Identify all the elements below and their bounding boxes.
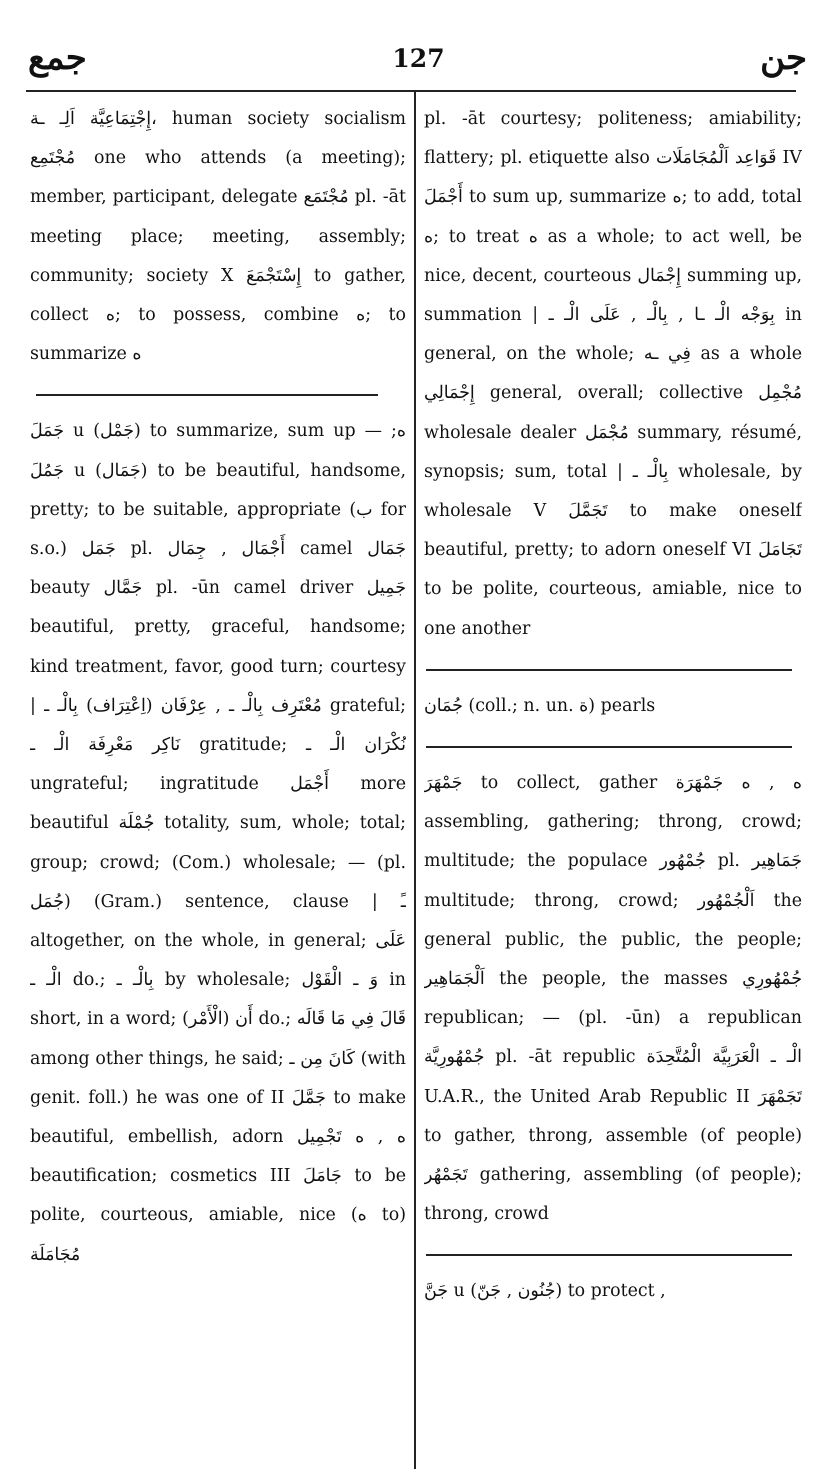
entry-separator xyxy=(426,746,792,748)
entry-juman: جُمَان (coll.; n. un. ة) pearls xyxy=(424,695,656,716)
entry-janna: جَنَّ u (جُنُون , جَنّ) to protect , xyxy=(424,1281,666,1302)
entry-jamala: جَمَلَ u (جَمْل) to summarize, sum up ه; — جَمُلَ u (جَمَال) to be beautiful, handsome, pretty; to be suitable, appropriate (ب for s.o.) جَمَل pl. أَجْمَال , جِمَال camel جَمَال beauty جَمَّال pl. -ūn camel driver جَمِيل beautiful, pretty, graceful, handsome; kind treatment, favor, good turn; courtesy | مُعْتَرِف بِالْـ ـ , عِرْفَان (اِعْتِرَاف) بِالْـ ـ grateful; نَاكِر مَعْرِفَة الْـ ـ gratitude; نُكْرَان الْـ ـ ungrateful; ingratitude أَجْمَل more beautiful جُمْلَة totality, sum, whole; total; group; crowd; (Com.) wholesale; — (pl. جُمَل) (Gram.) sentence, clause | ـً altogether, on the whole, in general; عَلَى الْـ ـ do.; بِالْـ ـ by wholesale; وَ ـ الْقَوْل in short, in a word; (الْأَمْر) أَن do.; قَالَ فِي مَا قَالَه among other things, he said; كَانَ مِن ـ (with genit. foll.) he was one of II جَمَّلَ to make beautiful, embellish, adorn ه , ه تَجْمِيل beautification; cosmetics III جَامَلَ to be polite, courteous, amiable, nice (ه to) مُجَامَلَة xyxy=(30,421,406,1265)
entry-separator xyxy=(426,669,792,671)
page-header xyxy=(0,0,837,88)
entry-separator xyxy=(426,1254,792,1256)
right-column xyxy=(424,100,802,1469)
left-column xyxy=(30,100,406,1469)
entry-separator xyxy=(36,394,378,396)
page-number: 127 xyxy=(392,44,445,73)
left-guide-word: جمع xyxy=(28,38,87,78)
column-divider xyxy=(414,92,416,1469)
entry-mujamala-cont: pl. -āt courtesy; politeness; amiability; flattery; pl. etiquette also قَوَاعِد اَلْمُجَامَلَات IV أَجْمَلَ to sum up, summarize ه; to add, total ه; to treat ه as a whole; to act well, be nice, decent, courteous إِجْمَال summing up, summation | بِوَجْه الْـ ـا , بِالْـ , عَلَى الْـ ـ in general, on the whole; فِي ـه as a whole إِجْمَالِي general, overall; collective مُجْمِل wholesale dealer مُجْمَل summary, résumé, synopsis; sum, total | بِالْـ ـ wholesale, by wholesale V تَجَمَّلَ to make oneself beautiful, pretty; to adorn oneself VI تَجَامَلَ to be polite, courteous, amiable, nice to one another xyxy=(424,109,802,639)
entry-ijtimaiya: إِجْتِمَاعِيَّة اَلِـ ـة، human society socialism مُجْتَمِع one who attends (a meeting); member, participant, delegate مُجْتَمَع pl. -āt meeting place; meeting, assembly; community; society X إِسْتَجْمَعَ to gather, collect ه; to possess, combine ه; to summarize ه xyxy=(30,109,406,365)
entry-jamhara: جَمْهَرَ to collect, gather ه , ه جَمْهَرَة assembling, gathering; throng, crowd; multitude; the populace جُمْهُور pl. جَمَاهِير multitude; throng, crowd; اَلْجُمْهُور the general public, the public, the people; اَلْجَمَاهِير the people, the masses جُمْهُورِي republican; — (pl. -ūn) a republican جُمْهُورِيَّة pl. -āt republic الْـ ـ الْعَرَبِيَّة الْمُتَّحِدَة U.A.R., the United Arab Republic II تَجَمْهَرَ to gather, throng, assemble (of people) تَجَمْهُر gathering, assembling (of people); throng, crowd xyxy=(424,773,802,1225)
right-guide-word: جن xyxy=(760,38,807,78)
header-rule xyxy=(26,90,796,92)
